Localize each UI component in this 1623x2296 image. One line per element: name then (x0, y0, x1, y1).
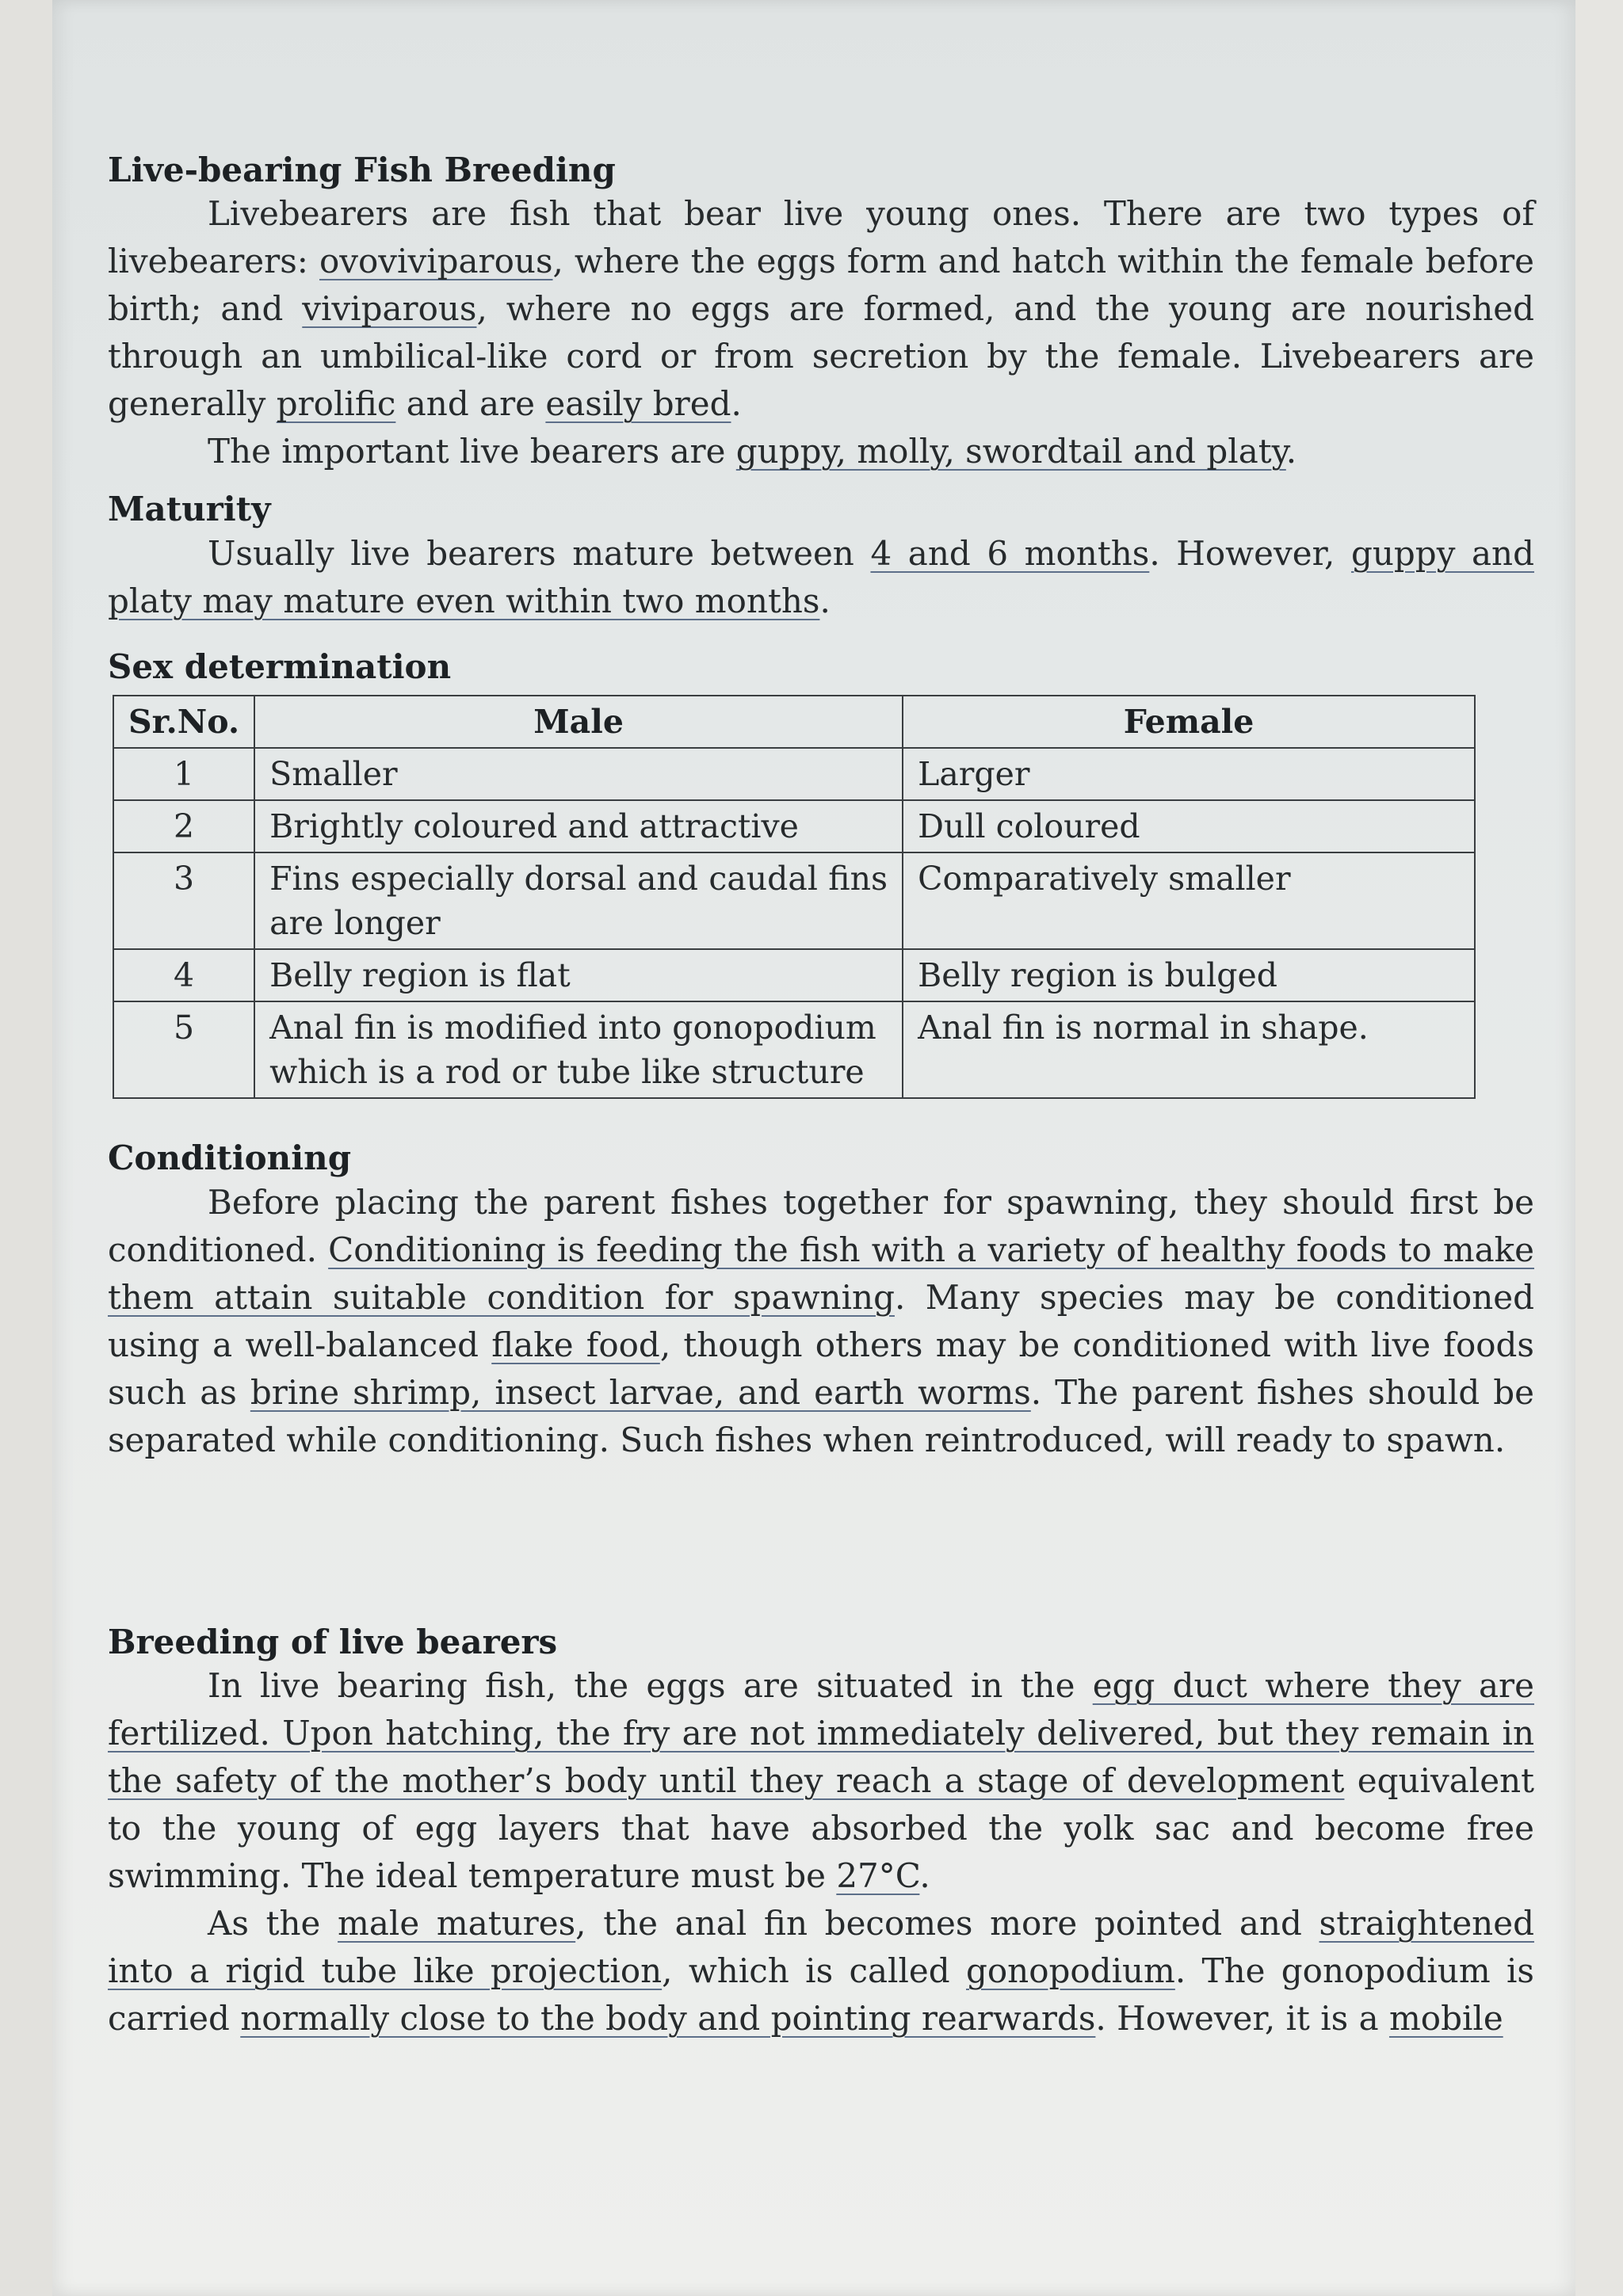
cell-male: Smaller (254, 748, 903, 800)
section-maturity (108, 490, 1534, 624)
text-run: . (731, 384, 742, 424)
heading-livebearing: Live-bearing Fish Breeding (108, 151, 616, 189)
cell-female: Dull coloured (903, 800, 1475, 852)
text-run: , though others may be conditioned with live foods such as (108, 1325, 1534, 1412)
text-run: Before placing the parent fishes together for spawning, they should first be conditioned. (108, 1182, 1534, 1269)
text-run: . The parent fishes should be separated while conditioning. Such fishes when reintroduced, will ready to spawn. (108, 1372, 1534, 1459)
paragraph-breeding-eggs (108, 1662, 1534, 1900)
text-run: , where no eggs are formed, and the young are nourished through an umbilical-like cord or from secretion by the female. Livebearers are generally (108, 289, 1534, 424)
underlined-term: guppy and platy may mature even within two months (108, 533, 1534, 620)
section-conditioning (108, 1138, 1534, 1463)
section-livebearing (108, 151, 1534, 475)
table-row (113, 1001, 1475, 1098)
underlined-term: ovoviviparous (319, 242, 553, 281)
underlined-term: egg duct where they are fertilized. Upon hatching, the fry are not immediately delivered, but they remain in the safety of the mother’s body until they reach a stage of development (108, 1665, 1534, 1800)
table-row (113, 949, 1475, 1001)
heading-conditioning: Conditioning (108, 1138, 352, 1178)
cell-sr-no: 3 (113, 852, 254, 949)
paragraph-livebearers-definition (108, 190, 1534, 428)
cell-male: Brightly coloured and attractive (254, 800, 903, 852)
header-sr-no: Sr.No. (113, 696, 254, 748)
cell-sr-no: 5 (113, 1001, 254, 1098)
cell-sr-no: 4 (113, 949, 254, 1001)
table-row (113, 852, 1475, 949)
text-run: In live bearing fish, the eggs are situated in the (208, 1665, 1093, 1705)
paragraph-maturity (108, 530, 1534, 625)
underlined-term: normally close to the body and pointing rearwards (240, 1998, 1096, 2038)
text-run: . Many species may be conditioned using a well-balanced (108, 1277, 1535, 1364)
underlined-term: straightened into a rigid tube like projection (108, 1903, 1534, 1990)
sex-determination-table (113, 695, 1476, 1099)
underlined-term: easily bred (545, 384, 731, 424)
paragraph-gonopodium (108, 1900, 1534, 2042)
cell-female: Anal fin is normal in shape. (903, 1001, 1475, 1098)
heading-sex-determination: Sex determination (108, 646, 452, 686)
text-run: and are (395, 384, 546, 424)
cell-male: Belly region is flat (254, 949, 903, 1001)
table-row (113, 748, 1475, 800)
header-female: Female (903, 696, 1475, 748)
text-run: Livebearers are fish that bear live young ones. There are two types of livebearers: (108, 194, 1534, 281)
text-run: . The gonopodium is carried (108, 1951, 1534, 2038)
cell-female: Larger (903, 748, 1475, 800)
background-right (1575, 0, 1623, 2296)
header-male: Male (254, 696, 903, 748)
paragraph-important-livebearers (108, 428, 1534, 475)
section-breeding (108, 1623, 1534, 2042)
background-left (0, 0, 52, 2296)
section-sex-determination (108, 647, 1534, 1099)
underlined-term: Conditioning is feeding the fish with a variety of healthy foods to make them attain suitable condition for spawning (108, 1230, 1534, 1317)
text-run: equivalent to the young of egg layers that have absorbed the yolk sac and become free swimming. The ideal temperature must be (108, 1760, 1534, 1895)
text-run: Usually live bearers mature between (208, 533, 871, 573)
cell-sr-no: 1 (113, 748, 254, 800)
underlined-term: mobile (1388, 1998, 1503, 2038)
underlined-term: gonopodium (966, 1951, 1175, 1990)
text-run: . (819, 581, 831, 620)
book-page (52, 0, 1575, 2296)
text-run: . However, it is a (1095, 1998, 1389, 2038)
page-content (108, 151, 1534, 2042)
text-run: . (1285, 432, 1297, 471)
underlined-term: male matures (338, 1903, 576, 1943)
cell-female: Comparatively smaller (903, 852, 1475, 949)
cell-female: Belly region is bulged (903, 949, 1475, 1001)
table-header-row (113, 696, 1475, 748)
cell-male: Anal fin is modified into gonopodium which is a rod or tube like structure (254, 1001, 903, 1098)
heading-breeding: Breeding of live bearers (108, 1622, 558, 1661)
underlined-term: 4 and 6 months (870, 533, 1150, 573)
table-row (113, 800, 1475, 852)
text-run: , which is called (662, 1951, 966, 1990)
underlined-term: viviparous (302, 289, 477, 329)
heading-maturity: Maturity (108, 490, 271, 529)
text-run: . (919, 1855, 930, 1895)
underlined-term: guppy, molly, swordtail and platy (735, 432, 1286, 471)
text-run: As the (208, 1903, 338, 1943)
text-run: . However, (1149, 533, 1351, 573)
text-run: , where the eggs form and hatch within the female before birth; and (108, 242, 1534, 329)
paragraph-conditioning (108, 1179, 1534, 1464)
underlined-term: flake food (491, 1325, 660, 1364)
cell-sr-no: 2 (113, 800, 254, 852)
text-run: The important live bearers are (208, 432, 736, 471)
underlined-term: brine shrimp, insect larvae, and earth worms (250, 1372, 1031, 1412)
underlined-term: prolific (276, 384, 396, 424)
underlined-term: 27°C (836, 1855, 920, 1895)
cell-male: Fins especially dorsal and caudal fins are longer (254, 852, 903, 949)
text-run: , the anal fin becomes more pointed and (575, 1903, 1319, 1943)
